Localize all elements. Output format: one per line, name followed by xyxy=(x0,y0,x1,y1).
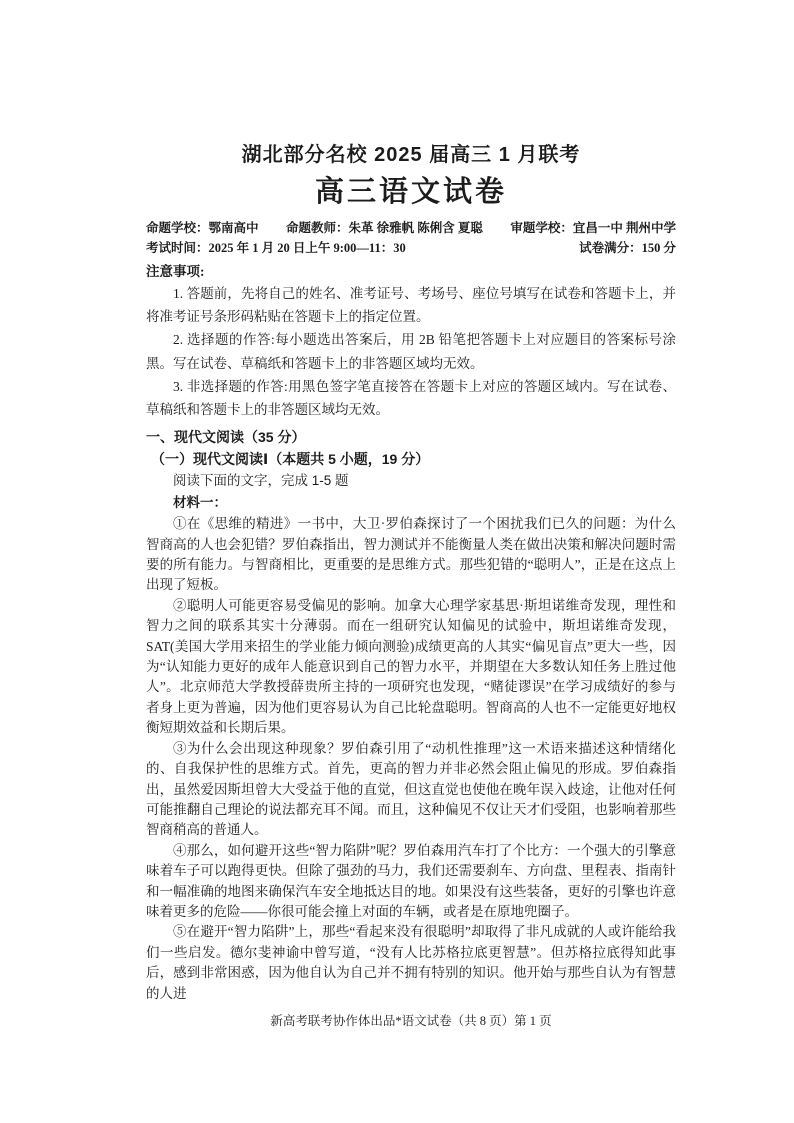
material-paragraph-3: ③为什么会出现这种现象？罗伯森引用了“动机性推理”这一术语来描述这种情绪化的、自我保护性的思维方式。首先，更高的智力并非必然会阻止偏见的形成。罗伯森指出，虽然爱因斯坦曾大大受益于他的直觉，但这直觉也使他在晚年误入歧途，让他对任何可能推翻自己理论的说法都充耳不闻。而且，这种偏见不仅让天才们受阻，也影响着那些智商稍高的普通人。 xyxy=(146,740,676,838)
full-score-label: 试卷满分：150 分 xyxy=(579,241,676,255)
material-paragraph-1: ①在《思维的精进》一书中，大卫·罗伯森探讨了一个困扰我们已久的问题：为什么智商高的人也会犯错？罗伯森指出，智力测试并不能衡量人类在做出决策和解决问题时需要的所有能力。与智商相比，更重要的是思维方式。那些犯错的“聪明人”，正是在这点上出现了短板。 xyxy=(146,516,676,593)
section-subheading-reading-1: （一）现代文阅读Ⅰ（本题共 5 小题，19 分） xyxy=(151,451,430,468)
page-content xyxy=(146,142,676,1030)
exam-meta-time-score xyxy=(146,240,676,257)
exam-time-label: 考试时间：2025 年 1 月 20 日上午 9:00—11：30 xyxy=(146,241,406,255)
page-footer: 新高考联考协作体出品*语文试卷（共 8 页）第 1 页 xyxy=(270,1013,552,1028)
notice-heading: 注意事项: xyxy=(146,264,205,279)
reviewer-school-label: 审题学校：宜昌一中 荆州中学 xyxy=(510,221,676,235)
setter-school-label: 命题学校：鄂南高中 xyxy=(146,221,259,235)
material-one-label: 材料一： xyxy=(173,495,227,511)
joint-exam-title: 湖北部分名校 2025 届高三 1 月联考 xyxy=(241,144,581,166)
material-paragraph-4: ④那么，如何避开这些“智力陷阱”呢？罗伯森用汽车打了个比方：一个强大的引擎意味着车子可以跑得更快。但除了强劲的马力，我们还需要刹车、方向盘、里程表、指南针和一幅准确的地图来确保汽车安全地抵达目的地。如果没有这些装备，更好的引擎也许意味着更多的危险——你很可能会撞上对面的车辆，或者是在原地兜圈子。 xyxy=(146,842,676,919)
section-heading-modern-reading: 一、现代文阅读（35 分） xyxy=(146,429,306,446)
setter-teachers-label: 命题教师：朱革 徐雅帆 陈俐含 夏聪 xyxy=(285,221,483,235)
notice-item-1: 1. 答题前，先将自己的姓名、准考证号、考场号、座位号填写在试卷和答题卡上，并将准考证号条形码粘贴在答题卡上的指定位置。 xyxy=(146,286,676,325)
material-paragraph-2: ②聪明人可能更容易受偏见的影响。加拿大心理学家基思·斯坦诺维奇发现，理性和智力之间的联系其实十分薄弱。而在一组研究认知偏见的试验中，斯坦诺维奇发现，SAT(美国大学用来招生的学业能力倾向测验)成绩更高的人其实“偏见盲点”更大一些，因为“认知能力更好的成年人能意识到自己的智力水平，并期望在大多数认知任务上胜过他人”。北京师范大学教授薛贵所主持的一项研究也发现，“赌徒谬误”在学习成绩好的参与者身上更为普遍，因为他们更容易认为自己比轮盘聪明。智商高的人也不一定能更好地权衡短期效益和长期后果。 xyxy=(146,597,676,736)
reading-instruction: 阅读下面的文字，完成 1-5 题 xyxy=(173,473,349,489)
exam-meta-schools xyxy=(146,220,676,237)
material-paragraph-5: ⑤在避开“智力陷阱”上，那些“看起来没有很聪明”却取得了非凡成就的人或许能给我们一些启发。德尔斐神谕中曾写道，“没有人比苏格拉底更智慧”。但苏格拉底得知此事后，感到非常困惑，因为他自认为自己并不拥有特别的知识。他开始与那些自认为有智慧的人进 xyxy=(146,924,676,1001)
notice-item-3: 3. 非选择题的作答:用黑色签字笔直接答在答题卡上对应的答题区域内。写在试卷、草稿纸和答题卡上的非答题区域均无效。 xyxy=(146,378,676,418)
paper-title: 高三语文试卷 xyxy=(314,176,507,208)
notice-item-2: 2. 选择题的作答:每小题选出答案后，用 2B 铅笔把答题卡上对应题目的答案标号涂黑。写在试卷、草稿纸和答题卡上的非答题区域均无效。 xyxy=(146,332,676,371)
